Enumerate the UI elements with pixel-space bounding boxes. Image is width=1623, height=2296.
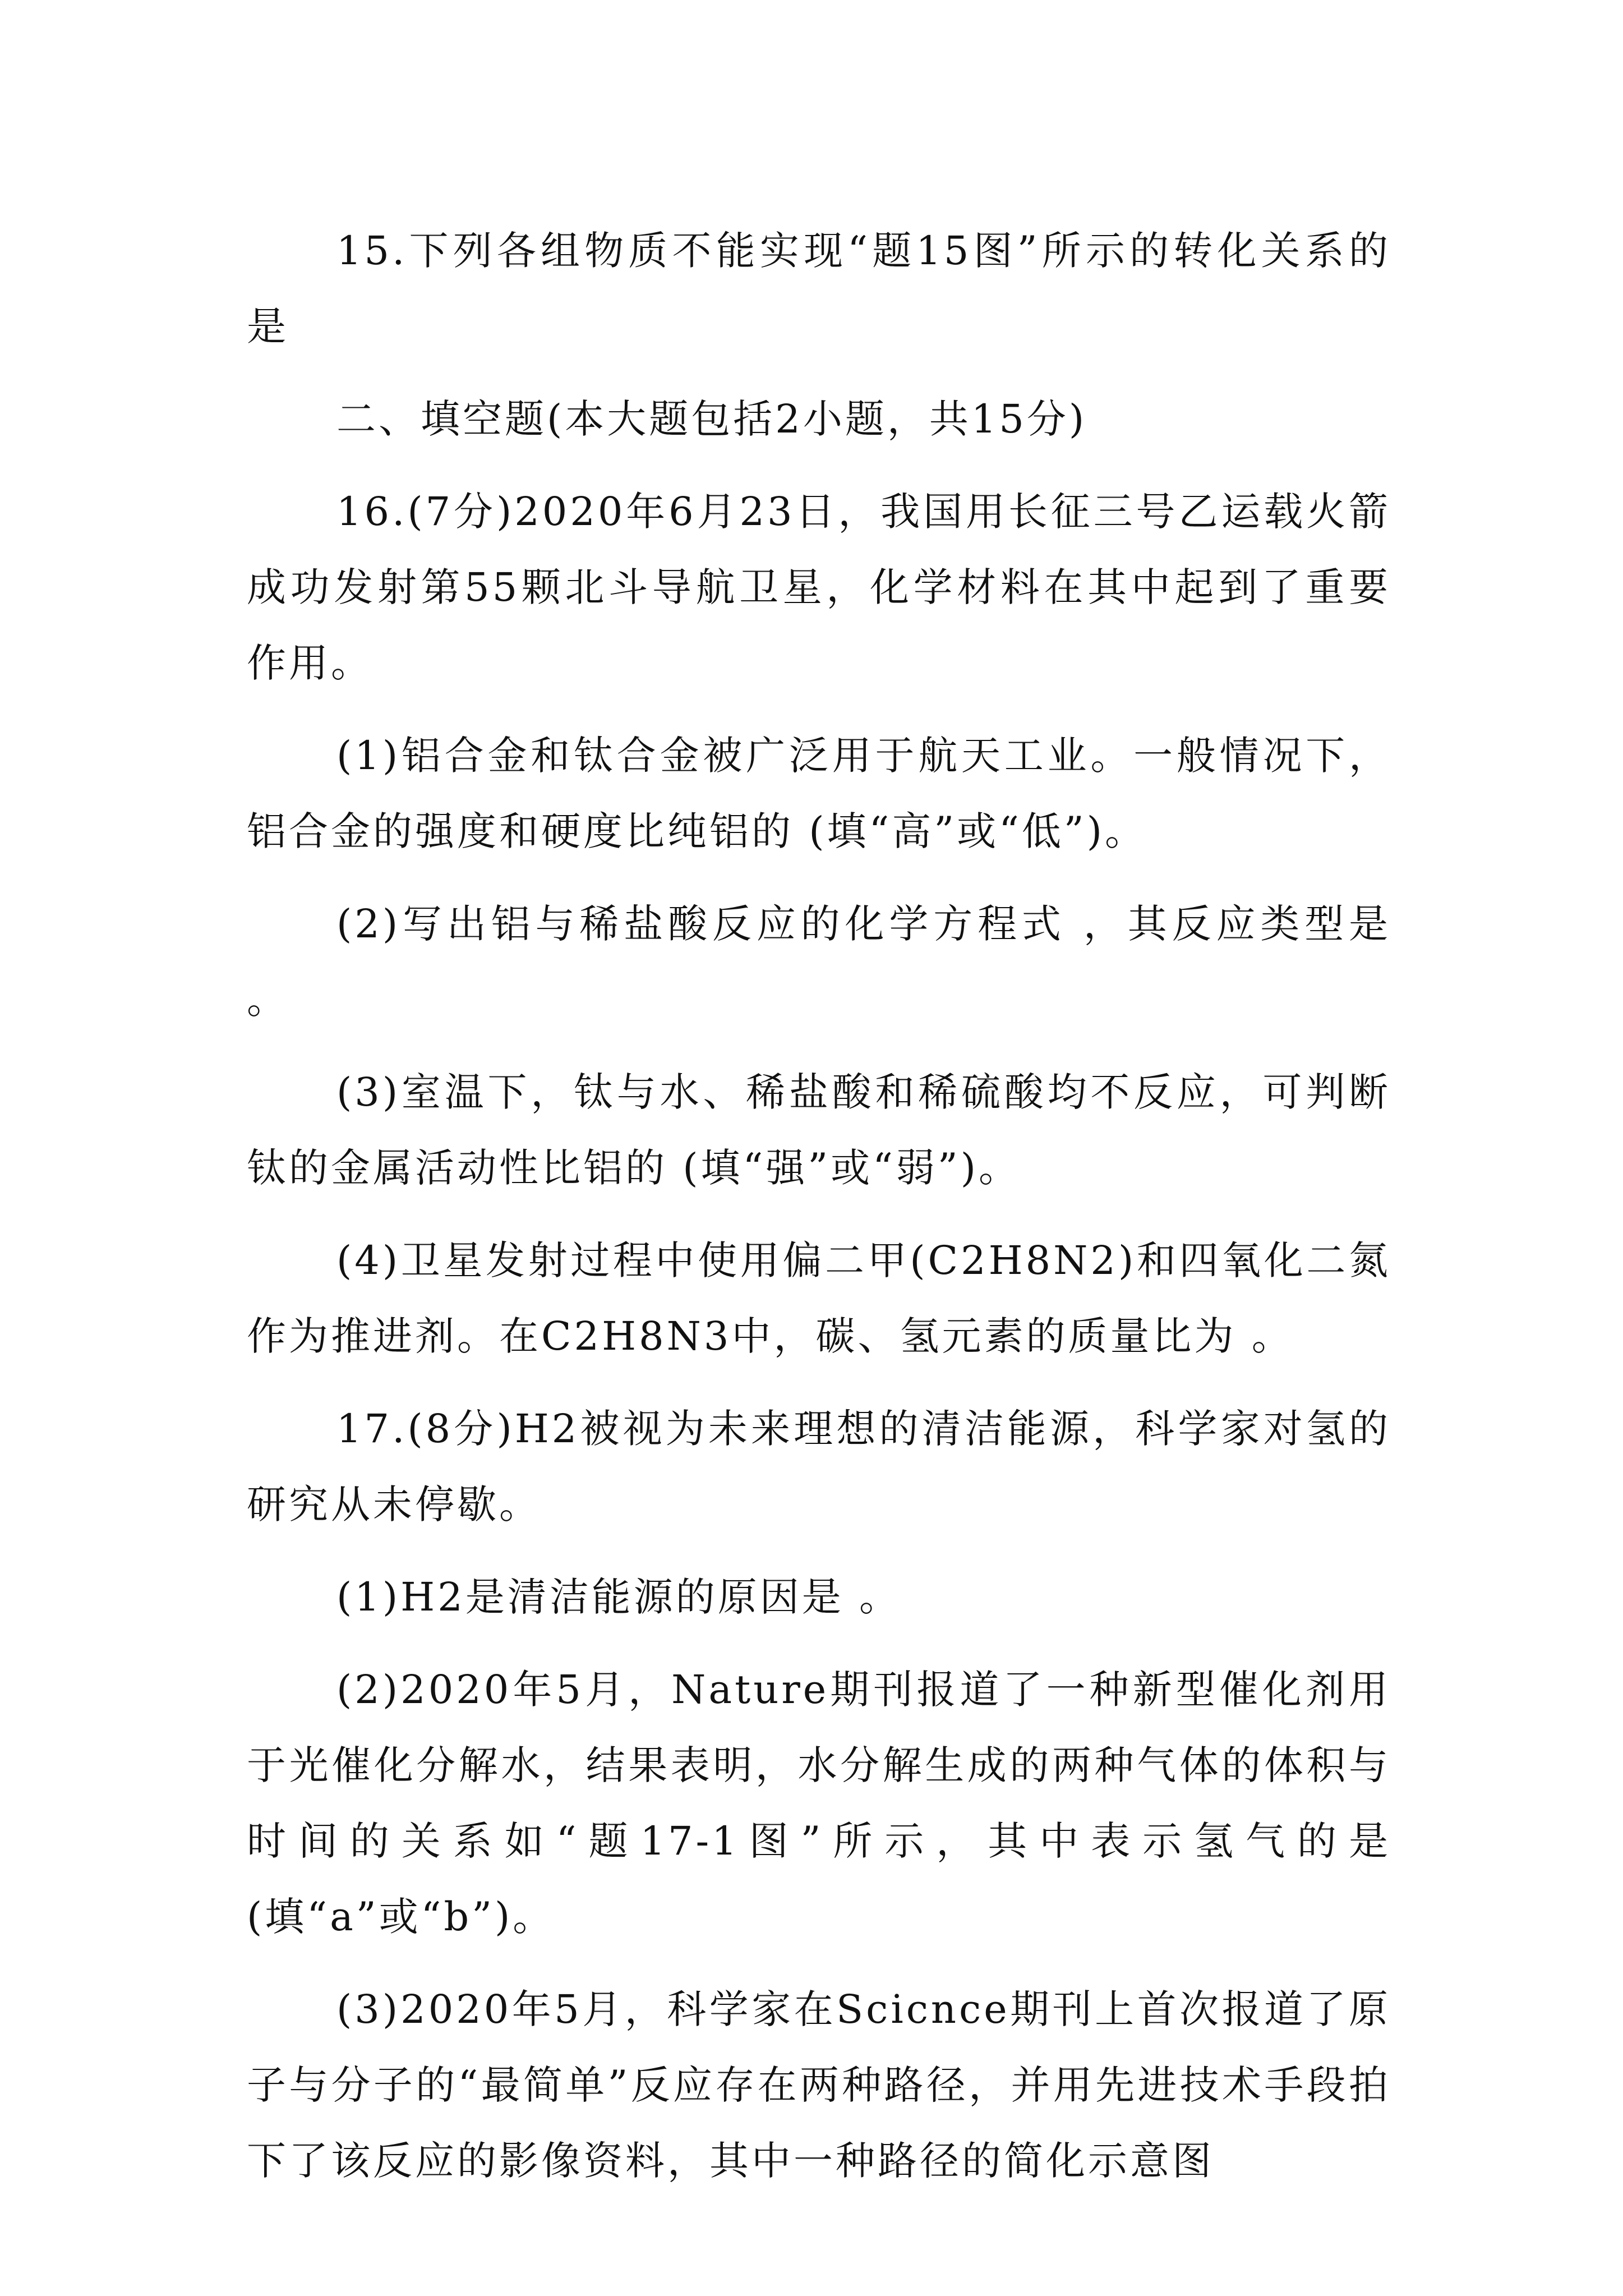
question-15: 15.下列各组物质不能实现“题15图”所示的转化关系的是 [247,228,1391,349]
question-16-part-4: (4)卫星发射过程中使用偏二甲(C2H8N2)和四氧化二氮作为推进剂。在C2H8N3中，碳、氢元素的质量比为 。 [247,1237,1391,1359]
question-16-part-1: (1)铝合金和钛合金被广泛用于航天工业。一般情况下，铝合金的强度和硬度比纯铝的 (填“高”或“低”)。 [247,733,1391,854]
document-body [247,213,1391,2216]
question-17-stem: 17.(8分)H2被视为未来理想的清洁能源，科学家对氢的研究从未停歇。 [247,1406,1391,1527]
question-17-part-2: (2)2020年5月，Nature期刊报道了一种新型催化剂用于光催化分解水，结果表明，水分解生成的两种气体的体积与时间的关系如“题17-1图”所示，其中表示氢气的是 (填“a”或“b”)。 [247,1667,1391,1940]
question-17-part-1: (1)H2是清洁能源的原因是 。 [336,1574,901,1620]
question-16-stem: 16.(7分)2020年6月23日，我国用长征三号乙运载火箭成功发射第55颗北斗导航卫星，化学材料在其中起到了重要作用。 [247,489,1391,686]
question-16-part-2: (2)写出铝与稀盐酸反应的化学方程式 ，其反应类型是 。 [247,901,1391,1023]
section-heading-fill-in-blank: 二、填空题(本大题包括2小题，共15分) [336,396,1087,442]
question-17-part-3: (3)2020年5月，科学家在Scicnce期刊上首次报道了原子与分子的“最简单”反应存在两种路径，并用先进技术手段拍下了该反应的影像资料，其中一种路径的简化示意图 [247,1986,1391,2184]
question-16-part-3: (3)室温下，钛与水、稀盐酸和稀硫酸均不反应，可判断钛的金属活动性比铝的 (填“强”或“弱”)。 [247,1069,1391,1191]
